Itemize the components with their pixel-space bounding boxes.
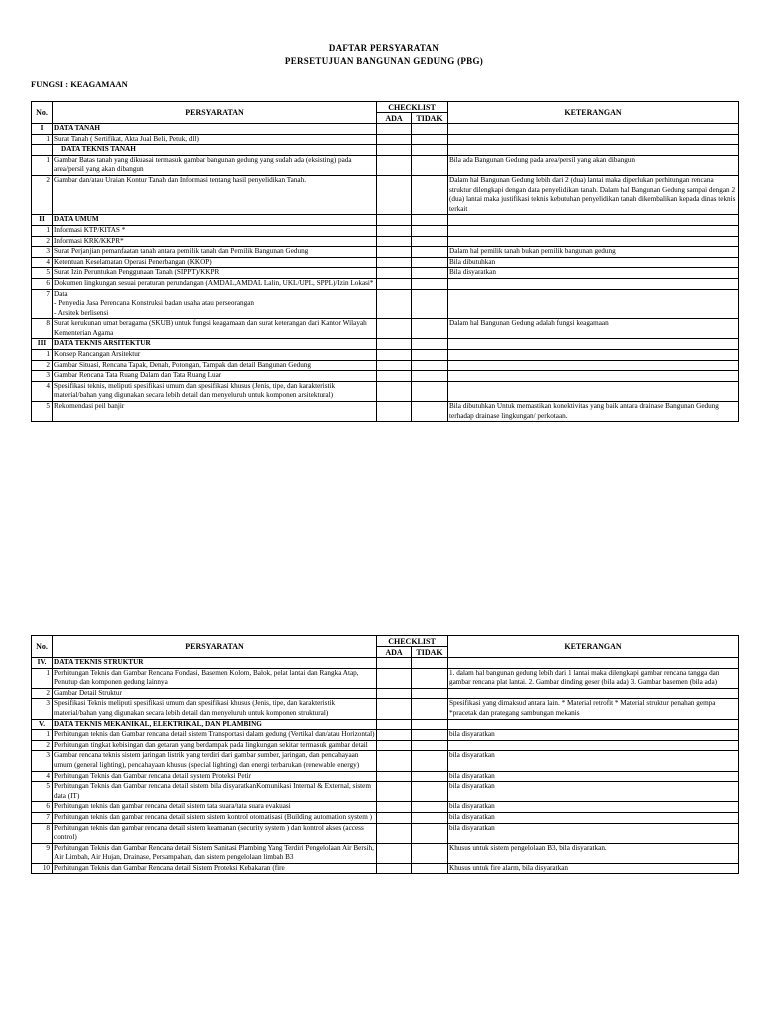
requirement-text: Surat Perjanjian pemanfaatan tanah antara pemilik tanah dan Pemilik Bangunan Gedung — [53, 247, 377, 258]
row-number — [32, 145, 53, 156]
keterangan-text — [448, 215, 739, 226]
table-row — [32, 740, 739, 751]
row-number: III — [32, 339, 53, 350]
checklist-tidak-cell[interactable] — [412, 402, 448, 422]
checklist-tidak-cell[interactable] — [412, 823, 448, 843]
doc-title-line2: PERSETUJUAN BANGUNAN GEDUNG (PBG) — [284, 56, 484, 66]
checklist-ada-cell[interactable] — [377, 319, 412, 339]
col-header-persyaratan: PERSYARATAN — [53, 636, 377, 658]
col-header-no: No. — [32, 636, 53, 658]
keterangan-text — [448, 134, 739, 145]
table-row — [32, 782, 739, 802]
section-row — [32, 215, 739, 226]
section-title: DATA TEKNIS MEKANIKAL, ELEKTRIKAL, DAN PLAMBING — [53, 719, 377, 730]
row-number: 3 — [32, 751, 53, 771]
keterangan-text: Spesifikasi yang dimaksud antara lain. * Material retrofit * Material struktur penahan gempa *pracetak dan prategang sambungan mekanis — [448, 699, 739, 719]
requirements-table-2 — [31, 635, 739, 874]
requirement-text: Perhitungan teknis dan gambar rencana detail sistem tata suara/tata suara evakuasi — [53, 802, 377, 813]
checklist-ada-cell[interactable] — [377, 145, 412, 156]
keterangan-text: Khusus untuk fire alarm, bila disyaratkan — [448, 863, 739, 874]
checklist-ada-cell[interactable] — [377, 843, 412, 863]
col-header-keterangan: KETERANGAN — [448, 636, 739, 658]
checklist-tidak-cell[interactable] — [412, 863, 448, 874]
table-row — [32, 257, 739, 268]
row-number: 9 — [32, 843, 53, 863]
row-number: 2 — [32, 236, 53, 247]
checklist-ada-cell[interactable] — [377, 360, 412, 371]
checklist-tidak-cell[interactable] — [412, 688, 448, 699]
requirement-text: Perhitungan Teknis dan Gambar rencana detail sistem bila disyaratkanKomunikasi Internal & External, sistem data (IT) — [53, 782, 377, 802]
requirement-text: Perhitungan tingkat kebisingan dan getaran yang berdampak pada lingkungan sekitar termasuk gambar detail — [53, 740, 377, 751]
requirement-text: Perhitungan Teknis dan Gambar Rencana detail Sistem Sanitasi Plambing Yang Terdiri Pengelolaan Air Bersih, Air Limbah, Air Hujan, Drainase, Persampahan, dan sistem pengelolaan limbah B3 — [53, 843, 377, 863]
checklist-tidak-cell[interactable] — [412, 319, 448, 339]
keterangan-text: bila disyaratkan — [448, 771, 739, 782]
checklist-ada-cell[interactable] — [377, 740, 412, 751]
requirement-text: Ketentuan Keselamatan Operasi Penerbangan (KKOP) — [53, 257, 377, 268]
table-row — [32, 751, 739, 771]
section-title: DATA UMUM — [53, 215, 377, 226]
section-title: DATA TEKNIS ARSITEKTUR — [53, 339, 377, 350]
requirement-text: Spesifikasi teknis, meliputi spesifikasi umum dan spesifikasi khusus (Jenis, tipe, dan karakteristik material/bahan yang digunakan secara lebih detail dan menyeluruh untuk komponen arsitektural) — [53, 381, 377, 401]
row-number: 4 — [32, 771, 53, 782]
row-number: 3 — [32, 371, 53, 382]
table-row — [32, 802, 739, 813]
checklist-ada-cell[interactable] — [377, 278, 412, 289]
checklist-ada-cell[interactable] — [377, 658, 412, 669]
section-row — [32, 719, 739, 730]
checklist-tidak-cell[interactable] — [412, 215, 448, 226]
keterangan-text: Dalam hal pemilik tanah bukan pemilik bangunan gedung — [448, 247, 739, 258]
requirement-text: Perhitungan teknis dan Gambar rencana detail sistem Transportasi dalam gedung (Vertikal dan/atau Horizontal) — [53, 730, 377, 741]
keterangan-text: Bila disyaratkan — [448, 268, 739, 279]
row-number: 3 — [32, 699, 53, 719]
requirement-text: Surat Tanah ( Sertifikat, Akta Jual Beli, Petuk, dll) — [53, 134, 377, 145]
checklist-ada-cell[interactable] — [377, 751, 412, 771]
table-row — [32, 771, 739, 782]
table-row — [32, 688, 739, 699]
table-row — [32, 371, 739, 382]
row-number: 7 — [32, 812, 53, 823]
checklist-ada-cell[interactable] — [377, 350, 412, 361]
keterangan-text: bila disyaratkan — [448, 823, 739, 843]
checklist-tidak-cell[interactable] — [412, 730, 448, 741]
checklist-tidak-cell[interactable] — [412, 802, 448, 813]
checklist-tidak-cell[interactable] — [412, 145, 448, 156]
checklist-ada-cell[interactable] — [377, 268, 412, 279]
row-number: 5 — [32, 782, 53, 802]
doc-title-line1: DAFTAR PERSYARATAN — [328, 43, 440, 53]
keterangan-text — [448, 350, 739, 361]
checklist-ada-cell[interactable] — [377, 402, 412, 422]
requirement-text: Dokumen lingkungan sesuai peraturan perundangan (AMDAL,AMDAL Lalin, UKL/UPL, SPPL)/Izin Lokasi* — [53, 278, 377, 289]
row-number: I — [32, 124, 53, 135]
keterangan-text — [448, 381, 739, 401]
section-title: DATA TEKNIS TANAH — [53, 145, 377, 156]
checklist-tidak-cell[interactable] — [412, 155, 448, 175]
row-number: 1 — [32, 350, 53, 361]
section-row — [32, 124, 739, 135]
checklist-ada-cell[interactable] — [377, 215, 412, 226]
keterangan-text — [448, 658, 739, 669]
row-number: 6 — [32, 802, 53, 813]
checklist-tidak-cell[interactable] — [412, 257, 448, 268]
row-number: 8 — [32, 823, 53, 843]
keterangan-text — [448, 360, 739, 371]
row-number: 1 — [32, 730, 53, 741]
checklist-ada-cell[interactable] — [377, 134, 412, 145]
checklist-ada-cell[interactable] — [377, 289, 412, 319]
checklist-tidak-cell[interactable] — [412, 658, 448, 669]
checklist-tidak-cell[interactable] — [412, 812, 448, 823]
checklist-ada-cell[interactable] — [377, 339, 412, 350]
keterangan-text: Dalam hal Bangunan Gedung lebih dari 2 (dua) lantai maka diperlukan perhitungan rencana struktur dilengkapi dengan data penyelidikan tanah. Dalam hal Bangunan Gedung sampai dengan 2 (dua) lantai maka justifikasi teknis kebutuhan penyelidikan tanah dikembalikan kepada dinas teknis terkait — [448, 175, 739, 214]
checklist-tidak-cell[interactable] — [412, 268, 448, 279]
requirement-text: Perhitungan teknis dan gambar rencana detail sistem keamanan (security system ) dan kontrol akses (access control) — [53, 823, 377, 843]
keterangan-text: bila disyaratkan — [448, 782, 739, 802]
checklist-tidak-cell[interactable] — [412, 782, 448, 802]
col-header-keterangan: KETERANGAN — [448, 102, 739, 124]
checklist-tidak-cell[interactable] — [412, 843, 448, 863]
checklist-ada-cell[interactable] — [377, 699, 412, 719]
checklist-ada-cell[interactable] — [377, 812, 412, 823]
requirement-text: Gambar Batas tanah yang dikuasai termasuk gambar bangunan gedung yang sudah ada (eksisting) pada area/persil yang akan dibangun — [53, 155, 377, 175]
requirement-text: Spesifikasi Teknis meliputi spesifikasi umum dan spesifikasi khusus (Jenis, tipe, dan karakteristik material/bahan yang digunakan secara lebih detail dan menyeluruh untuk komponen struktural) — [53, 699, 377, 719]
checklist-tidak-cell[interactable] — [412, 350, 448, 361]
table-row — [32, 668, 739, 688]
checklist-tidak-cell[interactable] — [412, 381, 448, 401]
table-row — [32, 360, 739, 371]
checklist-tidak-cell[interactable] — [412, 719, 448, 730]
keterangan-text: Bila dibutuhkan Untuk memastikan konektivitas yang baik antara drainase Bangunan Gedung terhadap drainase lingkungan/ perkotaan. — [448, 402, 739, 422]
checklist-ada-cell[interactable] — [377, 730, 412, 741]
row-number: 7 — [32, 289, 53, 319]
table-row — [32, 730, 739, 741]
section-title: DATA TANAH — [53, 124, 377, 135]
checklist-tidak-cell[interactable] — [412, 668, 448, 688]
requirement-text: Gambar dan/atau Uraian Kontur Tanah dan Informasi tentang hasil penyelidikan Tanah. — [53, 175, 377, 214]
requirements-table-1 — [31, 101, 739, 422]
col-header-checklist: CHECKLIST — [377, 636, 448, 647]
keterangan-text — [448, 124, 739, 135]
row-number: 6 — [32, 278, 53, 289]
col-header-ada: ADA — [377, 647, 412, 658]
checklist-ada-cell[interactable] — [377, 371, 412, 382]
keterangan-text — [448, 289, 739, 319]
keterangan-text: 1. dalam hal bangunan gedung lebih dari 1 lantai maka dilengkapi gambar rencana tangga dan gambar rencana plat lantai. 2. Gambar dinding geser (bila ada) 3. Gambar basemen (bila ada) — [448, 668, 739, 688]
keterangan-text — [448, 225, 739, 236]
requirement-text: Perhitungan Teknis dan Gambar rencana detail system Proteksi Petir — [53, 771, 377, 782]
requirement-text: Informasi KTP/KITAS * — [53, 225, 377, 236]
checklist-ada-cell[interactable] — [377, 863, 412, 874]
keterangan-text — [448, 236, 739, 247]
requirement-text: Informasi KRK/KKPR* — [53, 236, 377, 247]
checklist-tidak-cell[interactable] — [412, 134, 448, 145]
checklist-ada-cell[interactable] — [377, 668, 412, 688]
checklist-ada-cell[interactable] — [377, 688, 412, 699]
checklist-tidak-cell[interactable] — [412, 278, 448, 289]
keterangan-text — [448, 278, 739, 289]
requirement-text: Perhitungan Teknis dan Gambar Rencana detail Sistem Proteksi Kebakaran (fire — [53, 863, 377, 874]
table-row — [32, 225, 739, 236]
keterangan-text — [448, 740, 739, 751]
checklist-ada-cell[interactable] — [377, 771, 412, 782]
checklist-tidak-cell[interactable] — [412, 124, 448, 135]
table-row — [32, 319, 739, 339]
keterangan-text — [448, 145, 739, 156]
requirement-text: Surat Izin Peruntukan Penggunaan Tanah (SIPPT)/KKPR — [53, 268, 377, 279]
table-row — [32, 236, 739, 247]
section-row — [32, 145, 739, 156]
keterangan-text: bila disyaratkan — [448, 751, 739, 771]
requirement-text: Gambar Situasi, Rencana Tapak, Denah, Potongan, Tampak dan detail Bangunan Gedung — [53, 360, 377, 371]
row-number: 5 — [32, 268, 53, 279]
checklist-ada-cell[interactable] — [377, 247, 412, 258]
checklist-tidak-cell[interactable] — [412, 289, 448, 319]
checklist-tidak-cell[interactable] — [412, 740, 448, 751]
table-row — [32, 268, 739, 279]
section-title: DATA TEKNIS STRUKTUR — [53, 658, 377, 669]
checklist-ada-cell[interactable] — [377, 175, 412, 214]
table-row — [32, 843, 739, 863]
checklist-ada-cell[interactable] — [377, 782, 412, 802]
checklist-ada-cell[interactable] — [377, 381, 412, 401]
row-number: 4 — [32, 381, 53, 401]
row-number: II — [32, 215, 53, 226]
requirement-text: Data - Penyedia Jasa Perencana Konstruksi badan usaha atau perseorangan - Arsitek berlisensi — [53, 289, 377, 319]
requirement-text: Perhitungan teknis dan gambar rencana detail sistem sistem kontrol otomatisasi (Building automation system ) — [53, 812, 377, 823]
col-header-persyaratan: PERSYARATAN — [53, 102, 377, 124]
requirement-text: Gambar Rencana Tata Ruang Dalam dan Tata Ruang Luar — [53, 371, 377, 382]
table-row — [32, 863, 739, 874]
checklist-ada-cell[interactable] — [377, 225, 412, 236]
requirement-text: Perhitungan Teknis dan Gambar Rencana Fondasi, Basemen Kolom, Balok, pelat lantai dan Rangka Atap, Penutup dan komponen gedung lainnya — [53, 668, 377, 688]
keterangan-text: Khusus untuk sistem pengelolaan B3, bila disyaratkan. — [448, 843, 739, 863]
table-row — [32, 289, 739, 319]
checklist-tidak-cell[interactable] — [412, 339, 448, 350]
table-row — [32, 699, 739, 719]
row-number: 2 — [32, 175, 53, 214]
table-row — [32, 381, 739, 401]
row-number: 10 — [32, 863, 53, 874]
section-row — [32, 658, 739, 669]
requirement-text: Gambar rencana teknis sistem jaringan listrik yang terdiri dari gambar sumber, jaringan, dan pencahayaan umum (general lighting), pencahayaan khusus (special lighting) dan energi terbarukan (renewable energy) — [53, 751, 377, 771]
requirement-text: Surat kerukunan umat beragama (SKUB) untuk fungsi keagamaan dan surat keterangan dari Kantor Wilayah Kementerian Agama — [53, 319, 377, 339]
col-header-ada: ADA — [377, 113, 412, 124]
table-row — [32, 402, 739, 422]
keterangan-text: Dalam hal Bangunan Gedung adalah fungsi keagamaan — [448, 319, 739, 339]
checklist-tidak-cell[interactable] — [412, 360, 448, 371]
keterangan-text: bila disyaratkan — [448, 730, 739, 741]
keterangan-text: bila disyaratkan — [448, 802, 739, 813]
table-row — [32, 247, 739, 258]
row-number: 1 — [32, 668, 53, 688]
keterangan-text — [448, 688, 739, 699]
row-number: IV. — [32, 658, 53, 669]
row-number: 8 — [32, 319, 53, 339]
requirement-text: Gambar Detail Struktur — [53, 688, 377, 699]
table-row — [32, 134, 739, 145]
checklist-tidak-cell[interactable] — [412, 371, 448, 382]
requirement-text: Konsep Rancangan Arsitektur — [53, 350, 377, 361]
row-number: 2 — [32, 360, 53, 371]
checklist-tidak-cell[interactable] — [412, 247, 448, 258]
checklist-tidak-cell[interactable] — [412, 751, 448, 771]
row-number: 1 — [32, 155, 53, 175]
checklist-tidak-cell[interactable] — [412, 771, 448, 782]
col-header-tidak: TIDAK — [412, 113, 448, 124]
col-header-checklist: CHECKLIST — [377, 102, 448, 113]
checklist-tidak-cell[interactable] — [412, 225, 448, 236]
section-row — [32, 339, 739, 350]
keterangan-text: Bila ada Bangunan Gedung pada area/persil yang akan dibangun — [448, 155, 739, 175]
col-header-tidak: TIDAK — [412, 647, 448, 658]
checklist-ada-cell[interactable] — [377, 802, 412, 813]
table-row — [32, 350, 739, 361]
keterangan-text: bila disyaratkan — [448, 812, 739, 823]
row-number: 2 — [32, 688, 53, 699]
row-number: 2 — [32, 740, 53, 751]
row-number: 3 — [32, 247, 53, 258]
checklist-ada-cell[interactable] — [377, 124, 412, 135]
fungsi-label: FUNGSI : KEAGAMAAN — [31, 79, 128, 89]
row-number: 4 — [32, 257, 53, 268]
row-number: V. — [32, 719, 53, 730]
row-number: 5 — [32, 402, 53, 422]
checklist-tidak-cell[interactable] — [412, 175, 448, 214]
table-row — [32, 155, 739, 175]
checklist-ada-cell[interactable] — [377, 719, 412, 730]
table-row — [32, 278, 739, 289]
checklist-tidak-cell[interactable] — [412, 236, 448, 247]
checklist-ada-cell[interactable] — [377, 155, 412, 175]
table-row — [32, 823, 739, 843]
keterangan-text: Bila dibutuhkan — [448, 257, 739, 268]
keterangan-text — [448, 371, 739, 382]
row-number: 1 — [32, 134, 53, 145]
keterangan-text — [448, 339, 739, 350]
checklist-ada-cell[interactable] — [377, 823, 412, 843]
col-header-no: No. — [32, 102, 53, 124]
checklist-tidak-cell[interactable] — [412, 699, 448, 719]
table-row — [32, 175, 739, 214]
keterangan-text — [448, 719, 739, 730]
table-row — [32, 812, 739, 823]
checklist-ada-cell[interactable] — [377, 236, 412, 247]
requirement-text: Rekomendasi peil banjir — [53, 402, 377, 422]
row-number: 1 — [32, 225, 53, 236]
checklist-ada-cell[interactable] — [377, 257, 412, 268]
